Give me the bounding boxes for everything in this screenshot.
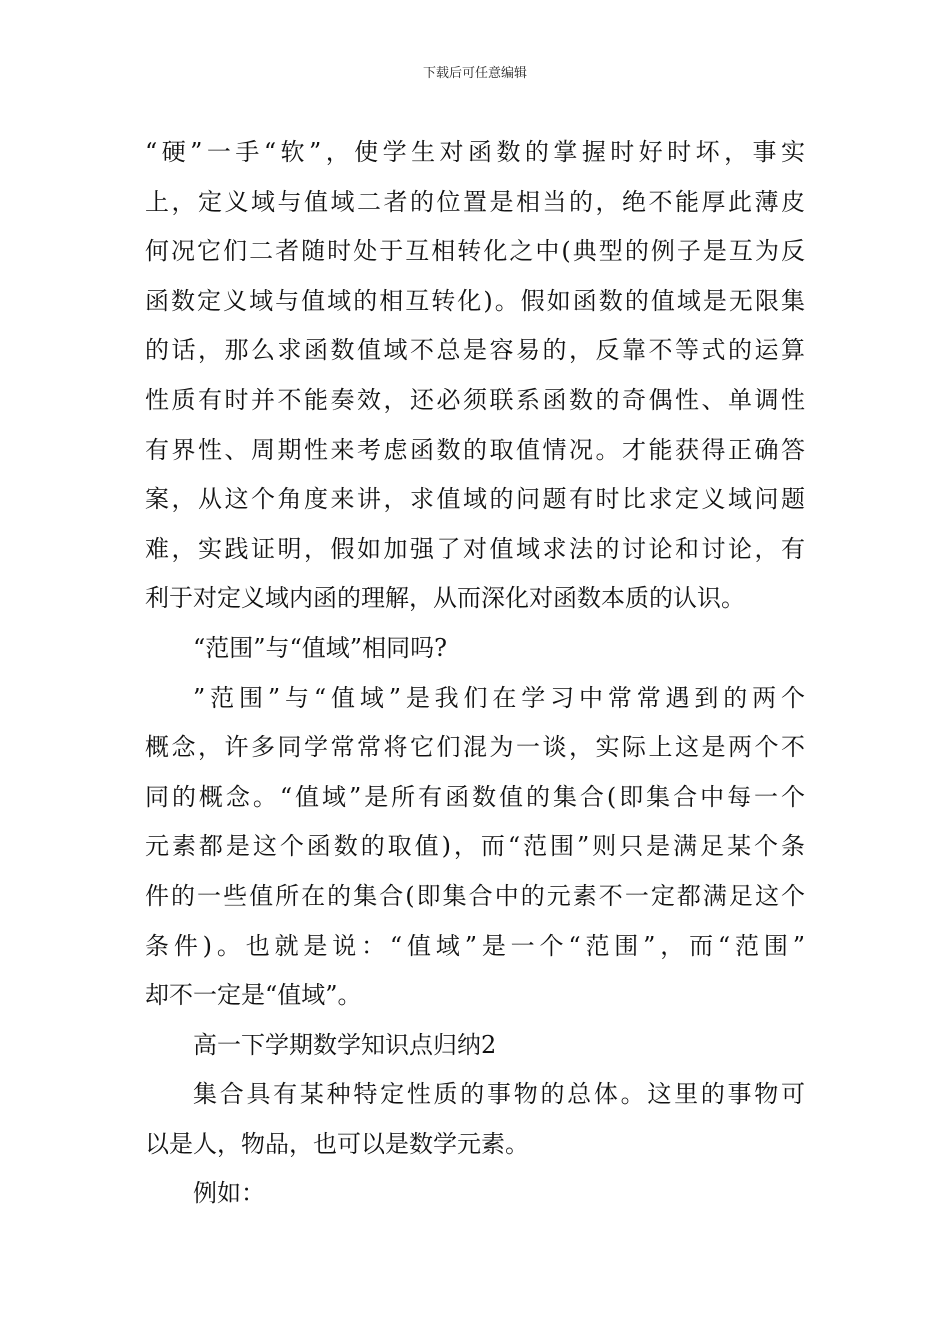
document-body: [145, 128, 805, 1219]
text-line: 的话，那么求函数值域不总是容易的，反靠不等式的运算: [145, 336, 805, 365]
page-header: 下载后可任意编辑: [422, 66, 527, 81]
text-line: 概念，许多同学常常将它们混为一谈，实际上这是两个不: [145, 733, 805, 762]
text-line: 利于对定义域内函的理解，从而深化对函数本质的认识。: [145, 584, 745, 613]
text-line: 高一下学期数学知识点归纳2: [193, 1030, 497, 1059]
text-line: 元素都是这个函数的取值)，而“范围”则只是满足某个条: [145, 832, 805, 861]
text-line: 件的一些值所在的集合(即集合中的元素不一定都满足这个: [145, 881, 805, 910]
text-line: 案，从这个角度来讲，求值域的问题有时比求定义域问题: [145, 485, 805, 514]
text-line: 难，实践证明，假如加强了对值域求法的讨论和讨论，有: [145, 534, 805, 563]
text-line: 却不一定是“值域”。: [145, 981, 362, 1010]
text-line: 上，定义域与值域二者的位置是相当的，绝不能厚此薄皮: [145, 187, 805, 216]
text-line: 有界性、周期性来考虑函数的取值情况。才能获得正确答: [145, 435, 805, 464]
text-line: “硬”一手“软”，使学生对函数的掌握时好时坏，事实: [145, 138, 805, 166]
text-line: 集合具有某种特定性质的事物的总体。这里的事物可: [193, 1080, 805, 1109]
text-line: 条件)。也就是说：“值域”是一个“范围”，而“范围”: [145, 931, 805, 960]
text-line: 性质有时并不能奏效，还必须联系函数的奇偶性、单调性: [145, 385, 805, 414]
text-line: 例如：: [193, 1179, 265, 1208]
text-line: “范围”与“值域”相同吗?: [193, 633, 447, 662]
text-line: ”范围”与“值域”是我们在学习中常常遇到的两个: [193, 683, 805, 712]
text-line: 以是人，物品，也可以是数学元素。: [145, 1129, 529, 1158]
text-line: 何况它们二者随时处于互相转化之中(典型的例子是互为反: [145, 237, 805, 266]
text-line: 同的概念。“值域”是所有函数值的集合(即集合中每一个: [145, 782, 805, 811]
text-line: 函数定义域与值域的相互转化)。假如函数的值域是无限集: [145, 286, 805, 315]
